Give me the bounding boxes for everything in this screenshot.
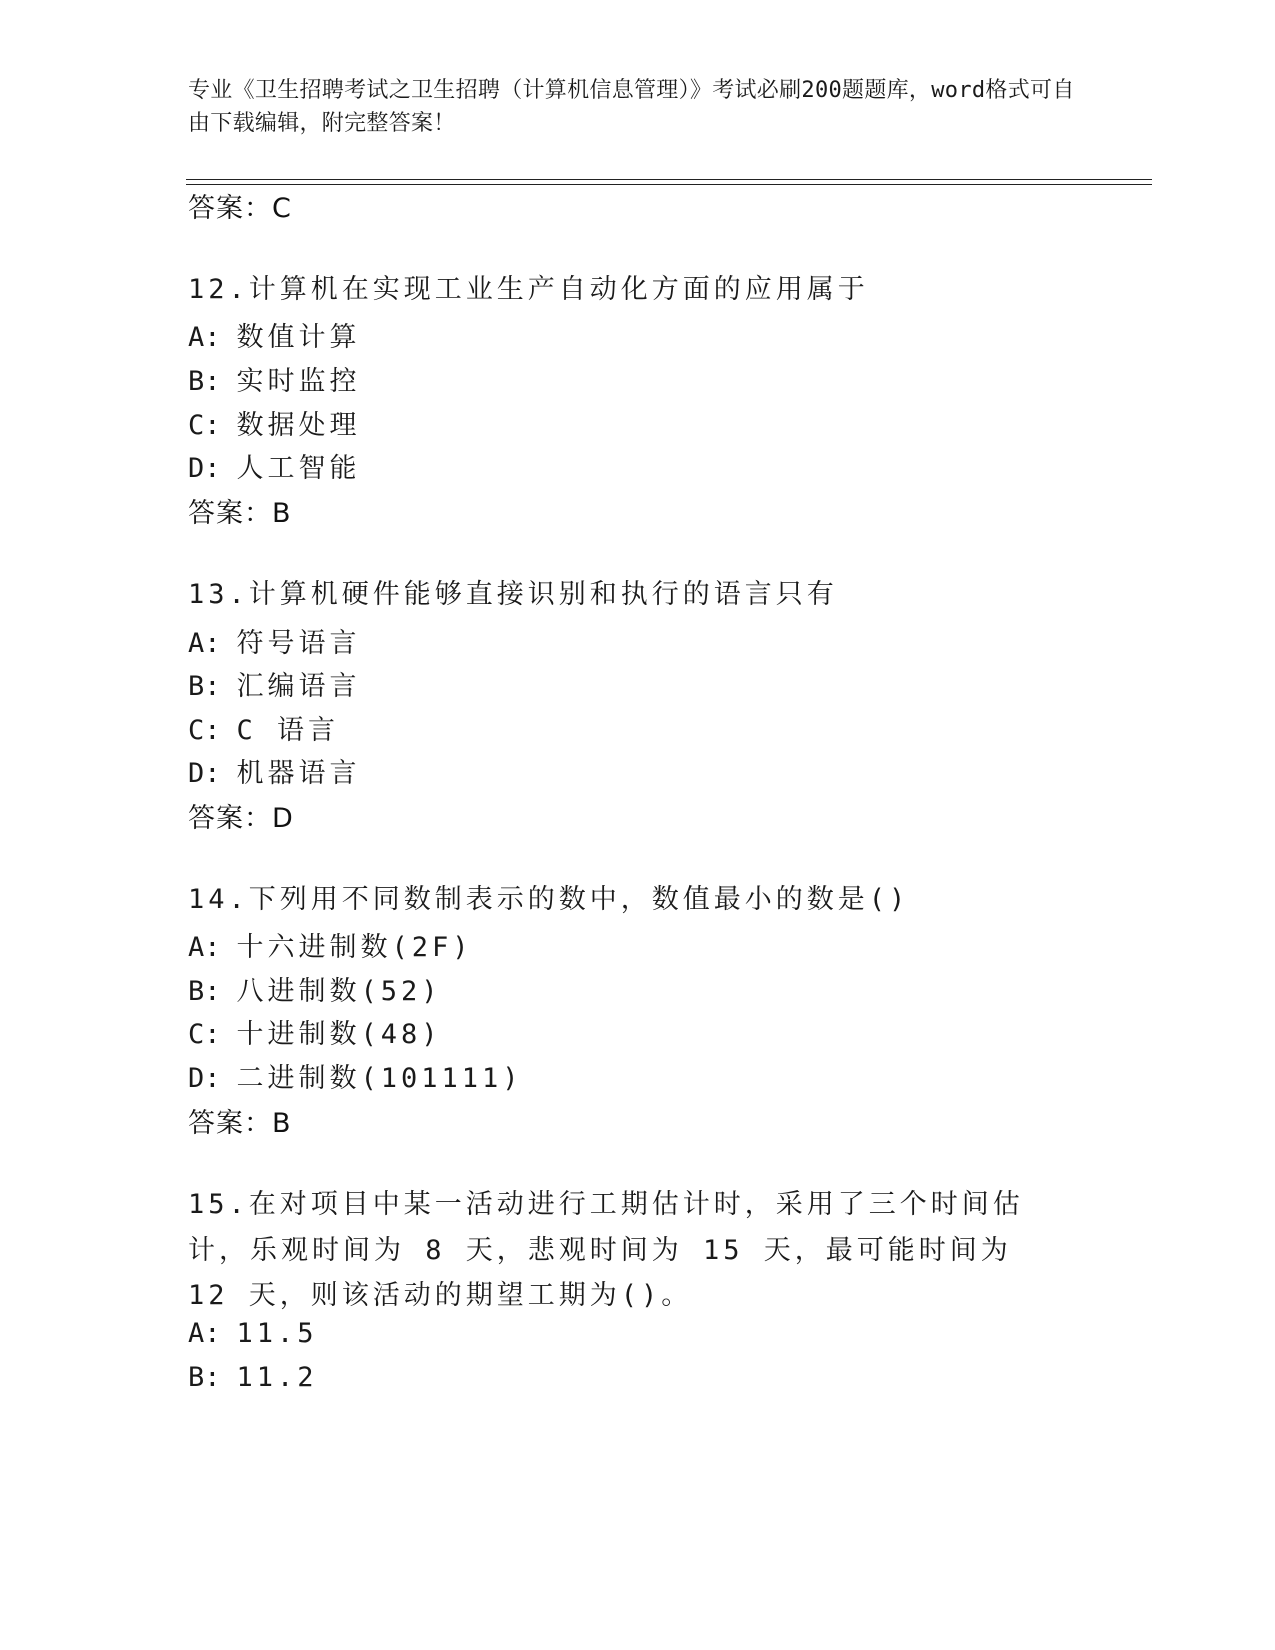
question-13-answer: 答案：D <box>188 803 294 834</box>
question-13-stem: 13.计算机硬件能够直接识别和执行的语言只有 <box>188 579 838 610</box>
option-label: A: <box>188 1318 221 1349</box>
question-14-answer: 答案：B <box>188 1108 292 1139</box>
question-15-option-a <box>188 1318 318 1349</box>
question-13-option-d <box>188 751 361 790</box>
option-text: 11.2 <box>236 1362 318 1393</box>
question-13-option-b <box>188 664 361 703</box>
question-13-option-a <box>188 621 361 660</box>
option-label: C: <box>188 715 221 746</box>
option-text: 符号语言 <box>236 628 361 659</box>
option-label: A: <box>188 932 221 963</box>
option-text: 八进制数(52) <box>236 976 442 1007</box>
option-text: 人工智能 <box>236 453 361 484</box>
question-12-option-d <box>188 446 361 485</box>
option-label: D: <box>188 453 221 484</box>
question-15-option-b <box>188 1362 318 1393</box>
question-12-option-b <box>188 359 361 398</box>
option-label: D: <box>188 1063 221 1094</box>
question-12-stem: 12.计算机在实现工业生产自动化方面的应用属于 <box>188 274 869 305</box>
option-text: 二进制数(101111) <box>236 1063 523 1094</box>
header-rule-top <box>186 179 1152 180</box>
option-text: 汇编语言 <box>236 671 361 702</box>
question-12-answer: 答案：B <box>188 498 292 529</box>
option-label: B: <box>188 671 221 702</box>
option-label: A: <box>188 628 221 659</box>
option-text: 11.5 <box>236 1318 318 1349</box>
option-text: 实时监控 <box>236 366 361 397</box>
option-label: C: <box>188 410 221 441</box>
question-12-option-c <box>188 403 361 442</box>
option-text: C 语言 <box>236 715 340 746</box>
option-label: C: <box>188 1019 221 1050</box>
option-label: D: <box>188 758 221 789</box>
question-13-option-c <box>188 708 339 747</box>
option-text: 数值计算 <box>236 322 361 353</box>
option-text: 数据处理 <box>236 410 361 441</box>
question-14-option-d <box>188 1056 523 1095</box>
option-label: A: <box>188 322 221 353</box>
question-14-option-c <box>188 1012 442 1051</box>
option-label: B: <box>188 366 221 397</box>
question-14-option-a <box>188 925 473 964</box>
previous-answer: 答案：C <box>188 193 292 224</box>
document-header: 专业《卫生招聘考试之卫生招聘（计算机信息管理）》考试必刷200题题库，word格式可自由下载编辑，附完整答案！ <box>188 78 1075 136</box>
question-14-option-b <box>188 969 442 1008</box>
option-label: B: <box>188 1362 221 1393</box>
option-text: 十进制数(48) <box>236 1019 442 1050</box>
question-15-stem: 15.在对项目中某一活动进行工期估计时，采用了三个时间估计，乐观时间为 8 天，悲观时间为 15 天，最可能时间为 12 天，则该活动的期望工期为()。 <box>188 1189 1024 1311</box>
header-rule-bottom <box>186 184 1152 185</box>
question-14-stem: 14.下列用不同数制表示的数中，数值最小的数是() <box>188 884 910 915</box>
option-text: 机器语言 <box>236 758 361 789</box>
option-text: 十六进制数(2F) <box>236 932 473 963</box>
option-label: B: <box>188 976 221 1007</box>
question-12-option-a <box>188 315 361 354</box>
